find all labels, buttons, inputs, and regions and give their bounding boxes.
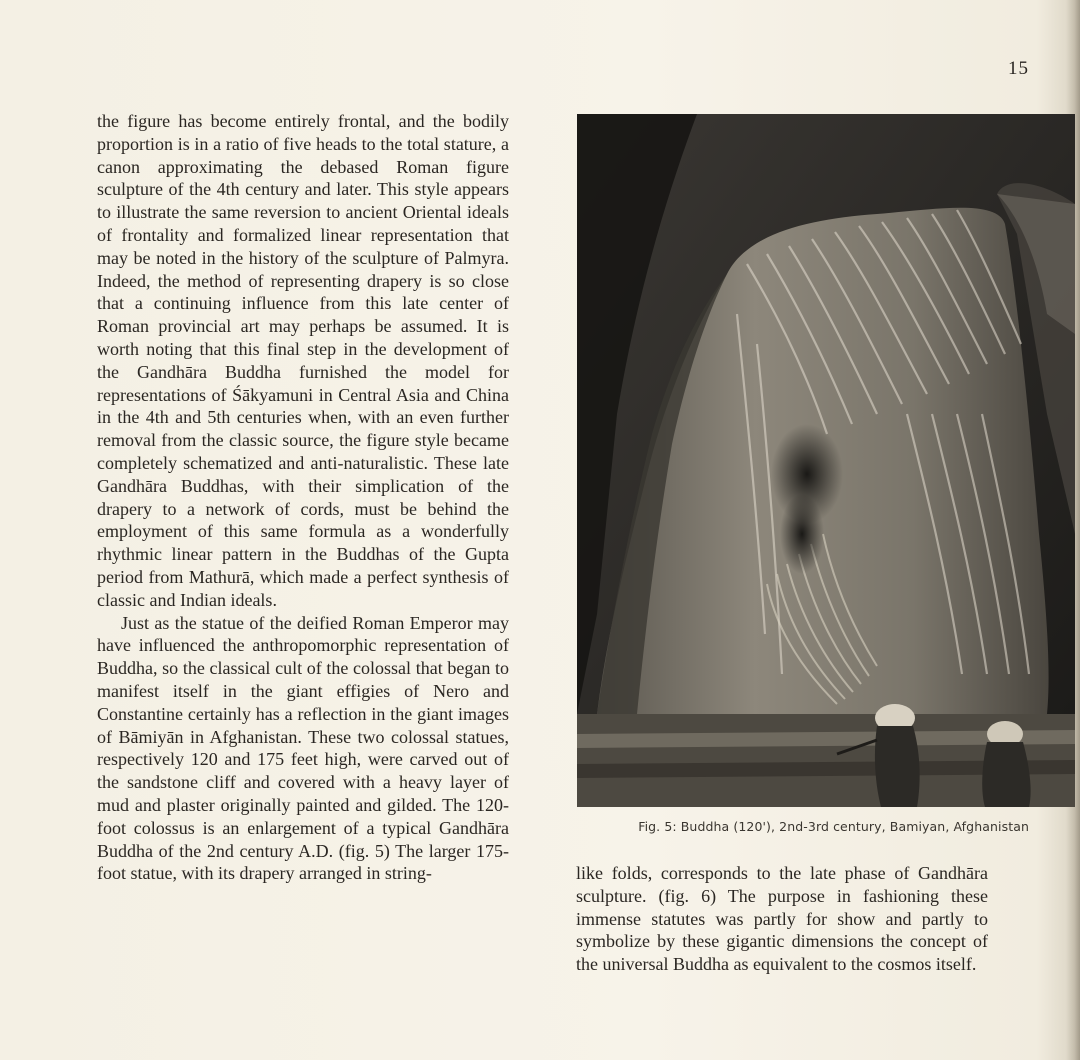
buddha-statue-image xyxy=(577,114,1075,807)
body-paragraph: the figure has become entirely frontal, and the bodily proportion is in a ratio of five heads to the total stature, a canon approximating the debased Roman figure sculpture of the 4th century and later. This style appears to illustrate the same reversion to ancient Oriental ideals of frontality and formalized linear representation that may be noted in the history of the sculpture of Palmyra. Indeed, the method of representing drapery is so close that a continuing influence from this late center of Roman provincial art may perhaps be assumed. It is worth noting that this final step in the development of the Gandhāra Buddha furnished the model for representations of Śākyamuni in Central Asia and China in the 4th and 5th centuries when, with an even further removal from the classic source, the figure style became completely schematized and anti-naturalistic. These late Gandhāra Buddhas, with their simplication of the drapery to a network of cords, must be behind the employment of this same formula as a wonderfully rhythmic linear pattern in the Buddhas of the Gupta period from Mathurā, which made a perfect synthesis of classic and Indian ideals. xyxy=(97,111,509,610)
left-text-column xyxy=(97,110,509,885)
page-number: 15 xyxy=(1008,58,1029,79)
right-text-column xyxy=(576,862,988,976)
buddha-photograph xyxy=(577,114,1075,807)
body-paragraph: like folds, corresponds to the late phase of Gandhāra sculpture. (fig. 6) The purpose in fashioning these immense statutes was partly for show and partly to symbolize by these gigantic dimensions the concept of the universal Buddha as equivalent to the cosmos itself. xyxy=(576,863,988,975)
body-paragraph: Just as the statue of the deified Roman Emperor may have influenced the anthropomorphic representation of Buddha, so the classical cult of the colossal that began to manifest itself in the giant effigies of Nero and Constantine certainly has a reflection in the giant images of Bāmiyān in Afghanistan. These two colossal statues, respectively 120 and 175 feet high, were carved out of the sandstone cliff and covered with a heavy layer of mud and plaster originally painted and gilded. The 120-foot colossus is an enlargement of a typical Gandhāra Buddha of the 2nd century A.D. (fig. 5) The larger 175-foot statue, with its drapery arranged in string- xyxy=(97,612,509,884)
figure-caption: Fig. 5: Buddha (120'), 2nd-3rd century, Bamiyan, Afghanistan xyxy=(638,819,1029,834)
